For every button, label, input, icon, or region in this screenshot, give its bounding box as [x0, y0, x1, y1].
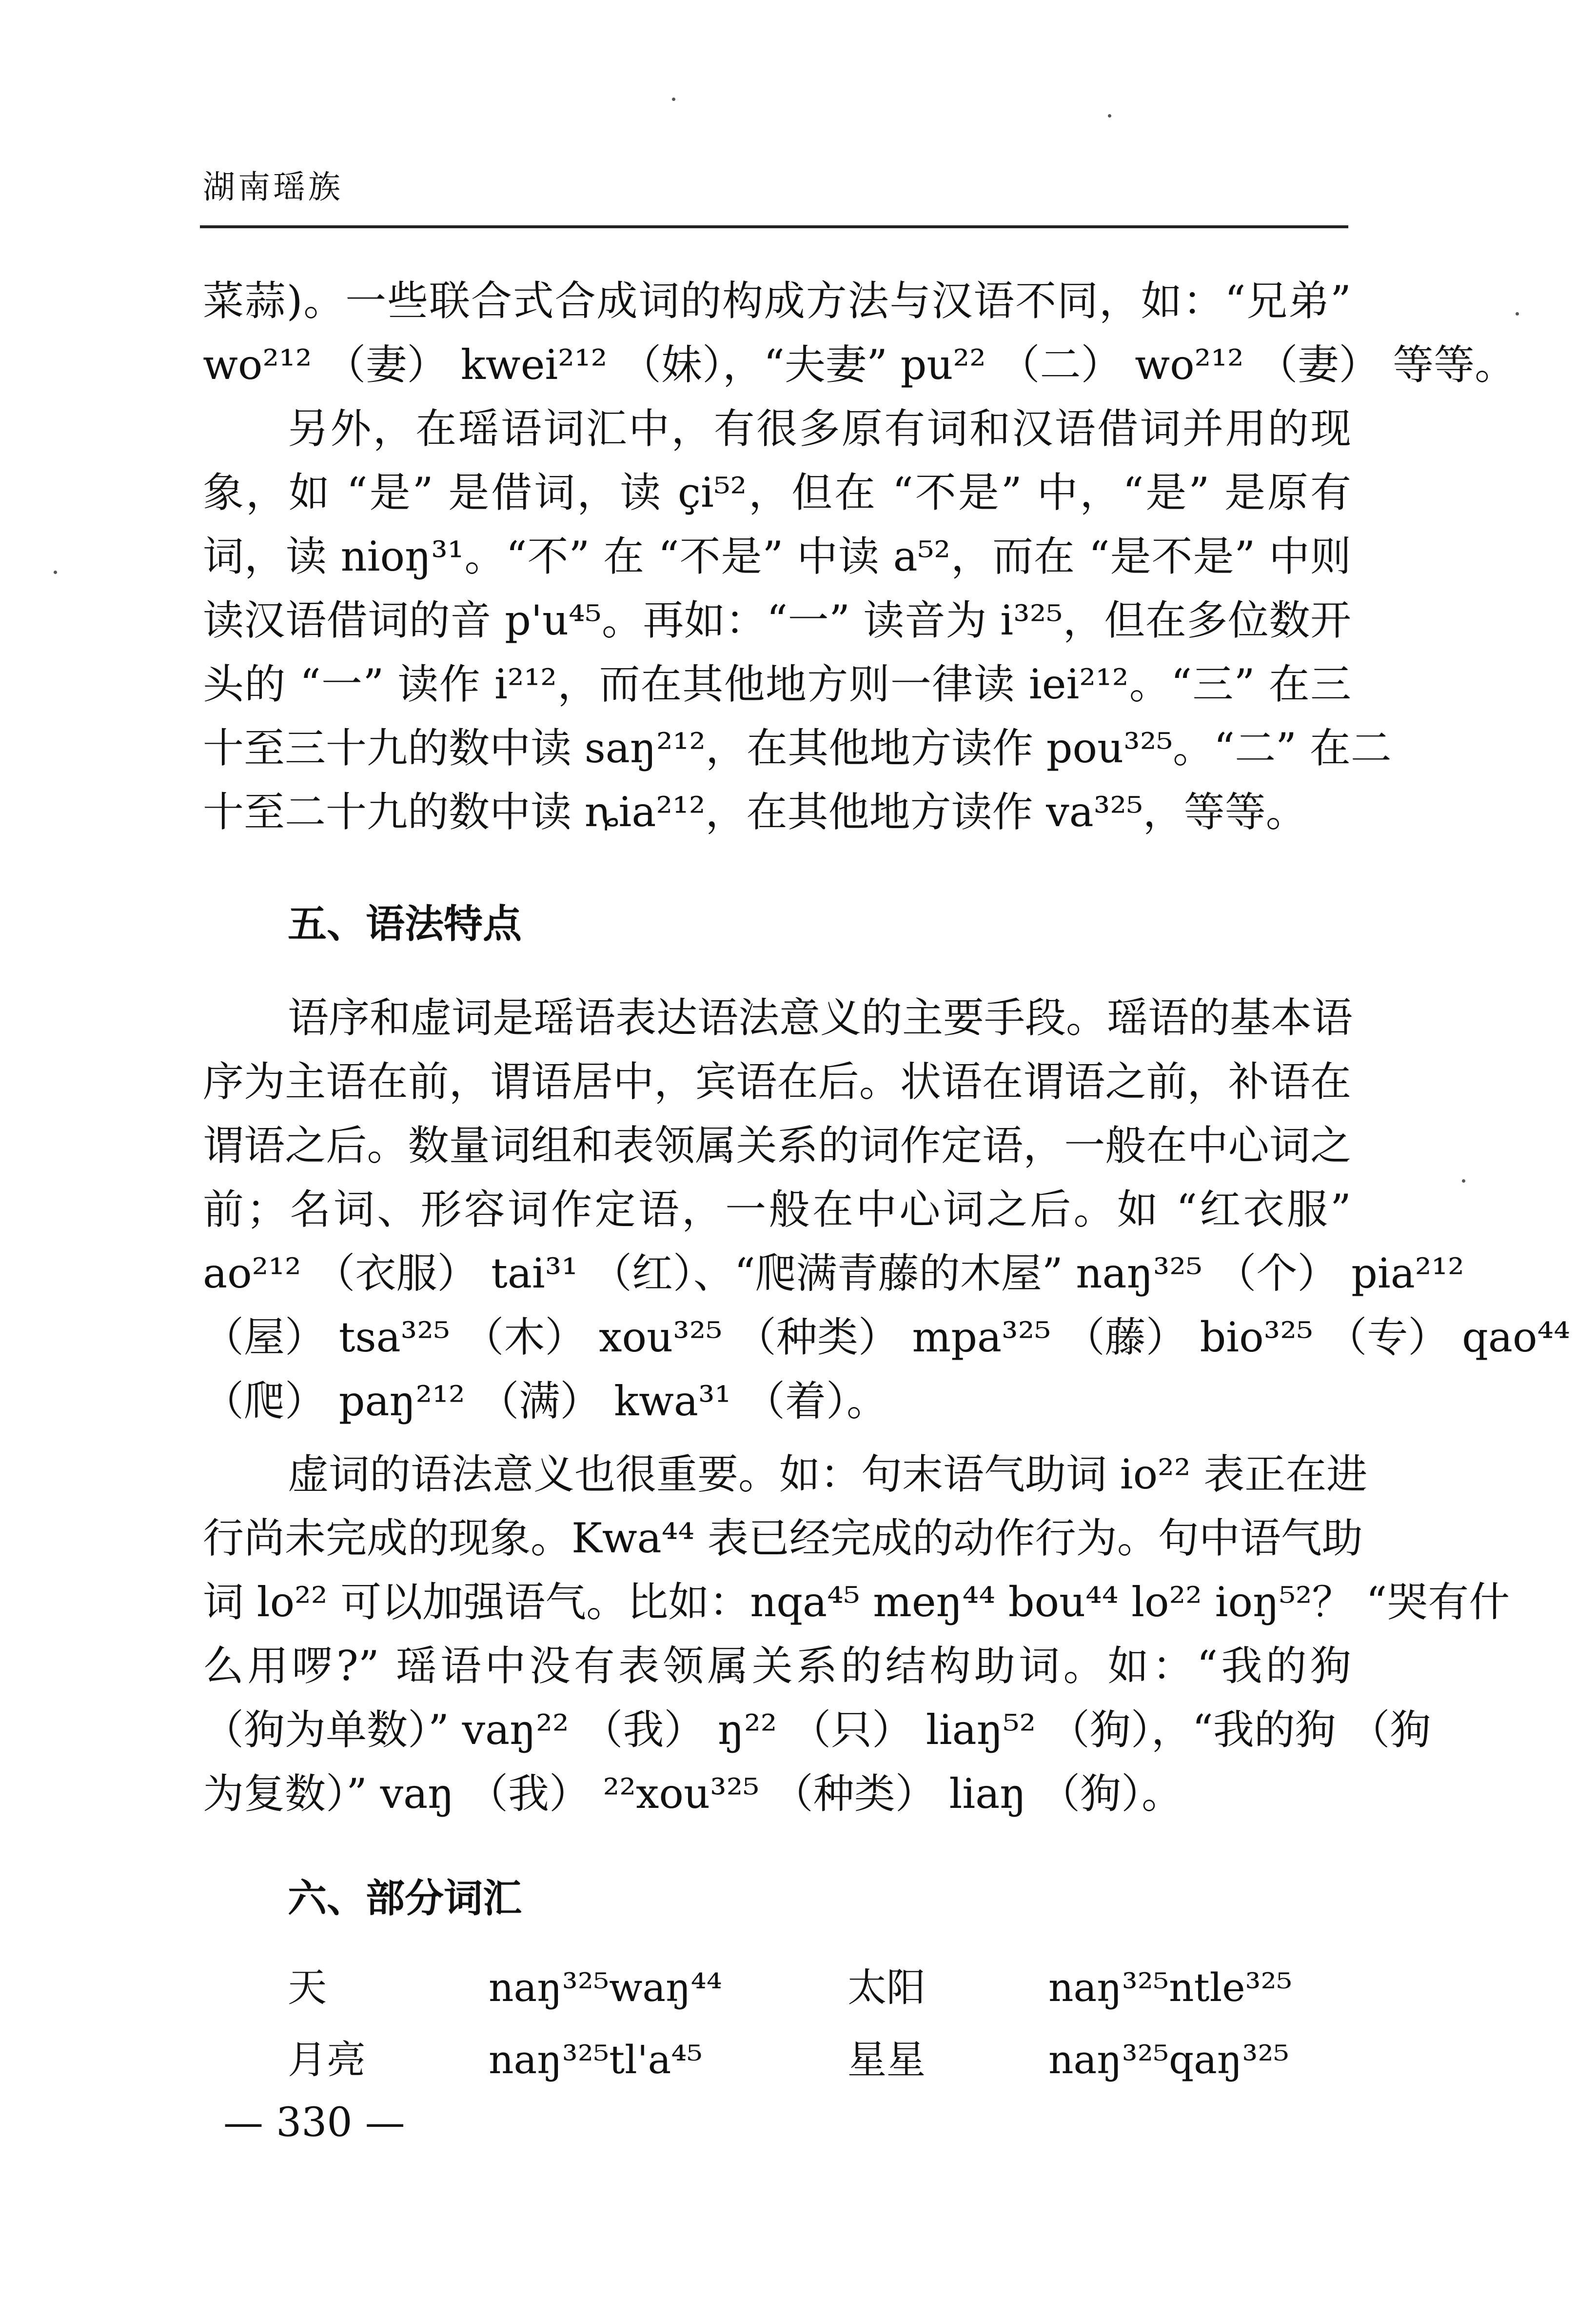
- text-line: 序为主语在前，谓语居中，宾语在后。状语在谓语之前，补语在: [203, 1058, 1351, 1106]
- vocab-row: [288, 2028, 1360, 2092]
- text-line: 谓语之后。数量词组和表领属关系的词作定语，一般在中心词之: [203, 1122, 1351, 1169]
- text-line: ao²¹² （衣服） tai³¹ （红）、“爬满青藤的木屋” naŋ³²⁵ （个） pia²¹²: [203, 1249, 1464, 1297]
- vocab-word: 天: [288, 1965, 327, 2010]
- section-heading-vocabulary: 六、部分词汇: [288, 1876, 522, 1921]
- text-line: （屋） tsa³²⁵ （木） xou³²⁵ （种类） mpa³²⁵ （藤） bio³²⁵ （专） qao⁴⁴: [203, 1313, 1570, 1361]
- text-line: wo²¹² （妻） kwei²¹² （妹），“夫妻” pu²² （二） wo²¹² （妻） 等等。: [203, 341, 1516, 389]
- vocab-word: 星星: [847, 2037, 926, 2082]
- page-number: — 330 —: [223, 2100, 405, 2146]
- running-header: 湖南瑶族: [203, 168, 343, 206]
- vocab-word: 太阳: [847, 1965, 926, 2010]
- text-line: 语序和虚词是瑶语表达语法意义的主要手段。瑶语的基本语: [288, 994, 1353, 1042]
- text-line: （狗为单数）” vaŋ²² （我） ŋ²² （只） liaŋ⁵² （狗），“我的狗 （狗: [203, 1706, 1431, 1754]
- vocab-word: 月亮: [288, 2037, 366, 2082]
- text-line: 十至二十九的数中读 ȵia²¹²，在其他地方读作 va³²⁵，等等。: [203, 788, 1307, 836]
- text-line: 行尚未完成的现象。Kwa⁴⁴ 表已经完成的动作行为。句中语气助: [203, 1514, 1363, 1562]
- text-line: 另外，在瑶语词汇中，有很多原有词和汉语借词并用的现: [288, 405, 1351, 453]
- scan-speck: [54, 571, 57, 574]
- text-line: 么用啰?” 瑶语中没有表领属关系的结构助词。如：“我的狗: [203, 1642, 1351, 1690]
- text-line: 词 lo²² 可以加强语气。比如：nqa⁴⁵ meŋ⁴⁴ bou⁴⁴ lo²² ioŋ⁵²？ “哭有什: [203, 1578, 1510, 1626]
- text-line: 虚词的语法意义也很重要。如：句末语气助词 io²² 表正在进: [288, 1450, 1368, 1498]
- vocab-reading: naŋ³²⁵tl'a⁴⁵: [489, 2037, 703, 2082]
- section-heading-grammar: 五、语法特点: [288, 901, 522, 947]
- vocab-reading: naŋ³²⁵ntle³²⁵: [1048, 1965, 1292, 2010]
- header-rule: [200, 225, 1348, 228]
- text-line: 读汉语借词的音 p'u⁴⁵。再如：“一” 读音为 i³²⁵，但在多位数开: [203, 596, 1351, 644]
- text-line: 词，读 nioŋ³¹。“不” 在 “不是” 中读 a⁵²，而在 “是不是” 中则: [203, 533, 1351, 580]
- vocab-reading: naŋ³²⁵qaŋ³²⁵: [1048, 2037, 1289, 2082]
- vocab-reading: naŋ³²⁵waŋ⁴⁴: [489, 1965, 722, 2010]
- text-line: （爬） paŋ²¹² （满） kwa³¹ （着）。: [203, 1377, 888, 1425]
- vocab-row: [288, 1956, 1360, 2020]
- text-line: 十至三十九的数中读 saŋ²¹²，在其他地方读作 pou³²⁵。“二” 在二: [203, 724, 1392, 772]
- text-line: 象，如 “是” 是借词，读 çi⁵²，但在 “不是” 中，“是” 是原有: [203, 469, 1351, 516]
- scan-speck: [1462, 1179, 1465, 1183]
- scan-speck: [672, 98, 675, 101]
- text-line: 为复数）” vaŋ （我） ²²xou³²⁵ （种类） liaŋ （狗）。: [203, 1770, 1183, 1818]
- text-line: 头的 “一” 读作 i²¹²，而在其他地方则一律读 iei²¹²。“三” 在三: [203, 660, 1351, 708]
- scan-speck: [1516, 312, 1519, 316]
- scan-speck: [1108, 114, 1111, 118]
- text-line: 菜蒜)。一些联合式合成词的构成方法与汉语不同，如：“兄弟”: [203, 277, 1351, 325]
- text-line: 前；名词、形容词作定语，一般在中心词之后。如 “红衣服”: [203, 1186, 1351, 1233]
